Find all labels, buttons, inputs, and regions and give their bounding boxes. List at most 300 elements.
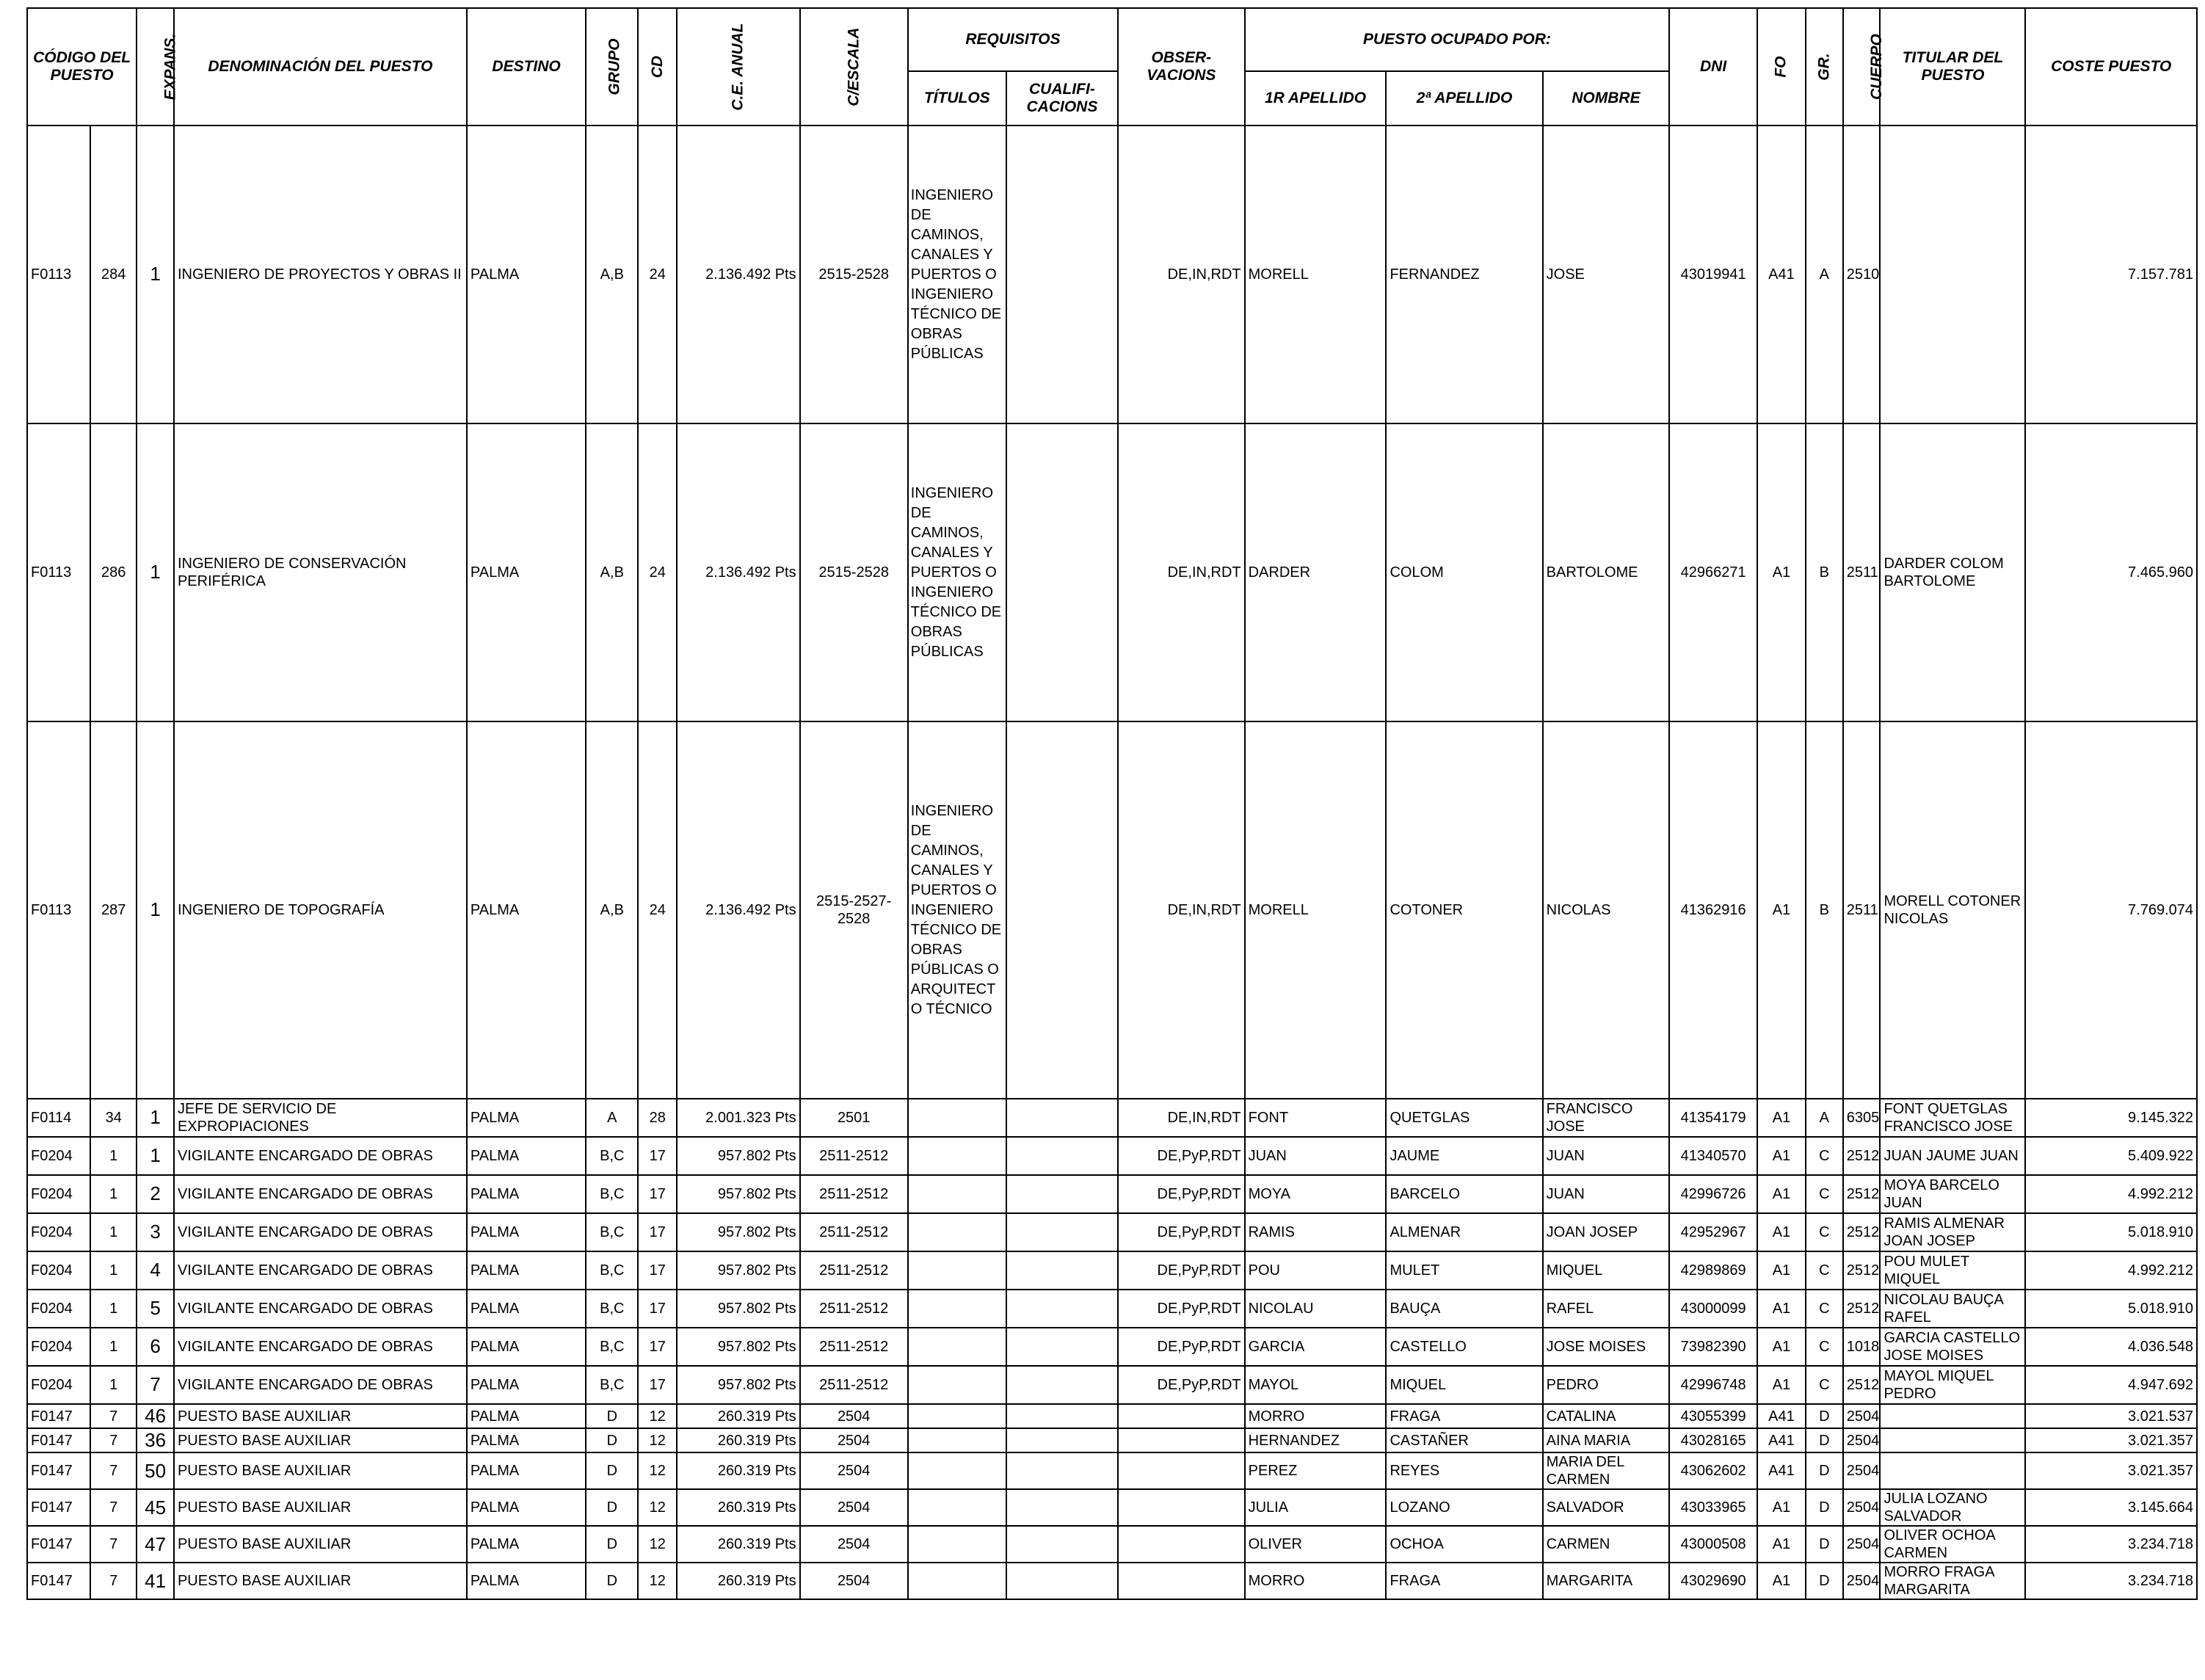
cell-apellido1: MAYOL <box>1245 1366 1387 1404</box>
cell-titular <box>1880 126 2025 423</box>
cell-escala: 2515-2528 <box>800 423 908 721</box>
header-nombre: NOMBRE <box>1543 71 1670 126</box>
cell-expans: 47 <box>137 1526 174 1563</box>
cell-apellido1: HERNANDEZ <box>1245 1428 1387 1452</box>
cell-grupo: A,B <box>586 126 638 423</box>
cell-fo: A1 <box>1757 1099 1806 1137</box>
cell-gr: C <box>1806 1366 1843 1404</box>
cell-observaciones: DE,IN,RDT <box>1118 126 1245 423</box>
cell-gr: C <box>1806 1175 1843 1213</box>
cell-destino: PALMA <box>467 1489 586 1526</box>
cell-expans: 5 <box>137 1290 174 1328</box>
cell-escala: 2511-2512 <box>800 1290 908 1328</box>
cell-cd: 17 <box>638 1328 677 1366</box>
cell-cd: 28 <box>638 1099 677 1137</box>
cell-cualificaciones <box>1006 126 1118 423</box>
cell-observaciones: DE,IN,RDT <box>1118 1099 1245 1137</box>
cell-cuerpo: 2504 <box>1843 1489 1881 1526</box>
cell-gr: C <box>1806 1251 1843 1290</box>
cell-expans: 50 <box>137 1452 174 1489</box>
table-row <box>27 1328 2197 1366</box>
cell-expans: 41 <box>137 1563 174 1599</box>
cell-denominacion: PUESTO BASE AUXILIAR <box>174 1489 467 1526</box>
table-row <box>27 1428 2197 1452</box>
cell-apellido2: OCHOA <box>1386 1526 1542 1563</box>
cell-ce-anual: 2.136.492 Pts <box>677 423 799 721</box>
cell-cuerpo: 2504 <box>1843 1428 1881 1452</box>
cell-escala: 2504 <box>800 1489 908 1526</box>
cell-apellido2: JAUME <box>1386 1137 1542 1175</box>
table-row <box>27 1137 2197 1175</box>
header-cualificaciones: CUALIFI- CACIONS <box>1006 71 1118 126</box>
cell-expans: 3 <box>137 1213 174 1251</box>
cell-apellido1: MORELL <box>1245 721 1387 1099</box>
cell-escala: 2511-2512 <box>800 1366 908 1404</box>
cell-dni: 41362916 <box>1669 721 1757 1099</box>
cell-denominacion: INGENIERO DE TOPOGRAFÍA <box>174 721 467 1099</box>
table-row <box>27 1452 2197 1489</box>
header-ce-anual: C.E. ANUAL <box>677 8 799 126</box>
cell-gr: D <box>1806 1489 1843 1526</box>
cell-gr: C <box>1806 1328 1843 1366</box>
cell-expans: 45 <box>137 1489 174 1526</box>
cell-cuerpo: 2512 <box>1843 1137 1881 1175</box>
cell-cd: 24 <box>638 721 677 1099</box>
cell-denominacion: PUESTO BASE AUXILIAR <box>174 1452 467 1489</box>
cell-coste: 3.145.664 <box>2025 1489 2197 1526</box>
cell-apellido1: RAMIS <box>1245 1213 1387 1251</box>
cell-numero: 7 <box>90 1428 137 1452</box>
cell-titulos: INGENIERO DE CAMINOS, CANALES Y PUERTOS O INGENIERO TÉCNICO DE OBRAS PÚBLICAS O ARQUITECTO TÉCNICO <box>908 721 1006 1099</box>
cell-grupo: B,C <box>586 1366 638 1404</box>
cell-numero: 1 <box>90 1251 137 1290</box>
cell-expans: 7 <box>137 1366 174 1404</box>
cell-coste: 4.992.212 <box>2025 1251 2197 1290</box>
cell-destino: PALMA <box>467 423 586 721</box>
cell-fo: A41 <box>1757 1428 1806 1452</box>
cell-fo: A1 <box>1757 1526 1806 1563</box>
cell-cualificaciones <box>1006 1404 1118 1428</box>
cell-denominacion: INGENIERO DE PROYECTOS Y OBRAS II <box>174 126 467 423</box>
cell-titular: MORRO FRAGA MARGARITA <box>1880 1563 2025 1599</box>
cell-nombre: SALVADOR <box>1543 1489 1670 1526</box>
positions-table <box>26 7 2198 1600</box>
cell-coste: 7.157.781 <box>2025 126 2197 423</box>
cell-dni: 42989869 <box>1669 1251 1757 1290</box>
cell-dni: 41340570 <box>1669 1137 1757 1175</box>
cell-destino: PALMA <box>467 1175 586 1213</box>
cell-dni: 43062602 <box>1669 1452 1757 1489</box>
cell-apellido1: NICOLAU <box>1245 1290 1387 1328</box>
cell-grupo: B,C <box>586 1175 638 1213</box>
header-observaciones: OBSER- VACIONS <box>1118 8 1245 126</box>
cell-grupo: D <box>586 1428 638 1452</box>
cell-cualificaciones <box>1006 1213 1118 1251</box>
cell-expans: 4 <box>137 1251 174 1290</box>
cell-grupo: D <box>586 1404 638 1428</box>
cell-cualificaciones <box>1006 1489 1118 1526</box>
cell-codigo: F0114 <box>27 1099 90 1137</box>
cell-observaciones <box>1118 1526 1245 1563</box>
cell-cuerpo: 6305 <box>1843 1099 1881 1137</box>
cell-expans: 1 <box>137 1137 174 1175</box>
cell-escala: 2501 <box>800 1099 908 1137</box>
cell-grupo: D <box>586 1563 638 1599</box>
cell-fo: A41 <box>1757 1452 1806 1489</box>
table-row <box>27 1404 2197 1428</box>
cell-numero: 7 <box>90 1452 137 1489</box>
cell-dni: 43029690 <box>1669 1563 1757 1599</box>
cell-dni: 43000508 <box>1669 1526 1757 1563</box>
cell-cd: 17 <box>638 1213 677 1251</box>
cell-codigo: F0113 <box>27 126 90 423</box>
header-gr: GR. <box>1806 8 1843 126</box>
cell-coste: 3.021.357 <box>2025 1428 2197 1452</box>
table-row <box>27 1175 2197 1213</box>
cell-apellido1: MORRO <box>1245 1563 1387 1599</box>
cell-escala: 2515-2527-2528 <box>800 721 908 1099</box>
cell-cuerpo: 2511 <box>1843 423 1881 721</box>
cell-coste: 3.021.537 <box>2025 1404 2197 1428</box>
cell-ce-anual: 2.136.492 Pts <box>677 721 799 1099</box>
cell-grupo: B,C <box>586 1137 638 1175</box>
cell-codigo: F0113 <box>27 423 90 721</box>
cell-cuerpo: 2512 <box>1843 1175 1881 1213</box>
cell-escala: 2504 <box>800 1452 908 1489</box>
cell-titular: MORELL COTONER NICOLAS <box>1880 721 2025 1099</box>
header-titular: TITULAR DEL PUESTO <box>1880 8 2025 126</box>
cell-gr: D <box>1806 1452 1843 1489</box>
cell-codigo: F0204 <box>27 1175 90 1213</box>
cell-observaciones <box>1118 1489 1245 1526</box>
cell-grupo: B,C <box>586 1251 638 1290</box>
cell-grupo: B,C <box>586 1328 638 1366</box>
cell-cuerpo: 2504 <box>1843 1563 1881 1599</box>
cell-ce-anual: 260.319 Pts <box>677 1563 799 1599</box>
cell-codigo: F0204 <box>27 1366 90 1404</box>
personnel-sheet <box>26 7 2198 1600</box>
cell-fo: A1 <box>1757 721 1806 1099</box>
cell-cuerpo: 2512 <box>1843 1366 1881 1404</box>
cell-numero: 34 <box>90 1099 137 1137</box>
cell-titular: FONT QUETGLAS FRANCISCO JOSE <box>1880 1099 2025 1137</box>
cell-titular: MOYA BARCELO JUAN <box>1880 1175 2025 1213</box>
cell-titulos: INGENIERO DE CAMINOS, CANALES Y PUERTOS O INGENIERO TÉCNICO DE OBRAS PÚBLICAS <box>908 126 1006 423</box>
cell-numero: 1 <box>90 1290 137 1328</box>
cell-fo: A1 <box>1757 1366 1806 1404</box>
cell-numero: 1 <box>90 1213 137 1251</box>
cell-observaciones: DE,IN,RDT <box>1118 721 1245 1099</box>
cell-cuerpo: 2512 <box>1843 1290 1881 1328</box>
cell-destino: PALMA <box>467 1137 586 1175</box>
cell-denominacion: VIGILANTE ENCARGADO DE OBRAS <box>174 1290 467 1328</box>
cell-nombre: MARIA DEL CARMEN <box>1543 1452 1670 1489</box>
table-row <box>27 1251 2197 1290</box>
cell-codigo: F0204 <box>27 1251 90 1290</box>
table-row <box>27 1099 2197 1137</box>
cell-apellido2: FRAGA <box>1386 1563 1542 1599</box>
cell-apellido1: MORELL <box>1245 126 1387 423</box>
cell-dni: 42996748 <box>1669 1366 1757 1404</box>
cell-nombre: MIQUEL <box>1543 1251 1670 1290</box>
cell-titular: NICOLAU BAUÇA RAFEL <box>1880 1290 2025 1328</box>
cell-coste: 7.769.074 <box>2025 721 2197 1099</box>
header-titulos: TÍTULOS <box>908 71 1006 126</box>
cell-destino: PALMA <box>467 721 586 1099</box>
cell-apellido1: MOYA <box>1245 1175 1387 1213</box>
cell-nombre: JUAN <box>1543 1137 1670 1175</box>
cell-numero: 1 <box>90 1366 137 1404</box>
cell-cuerpo: 2512 <box>1843 1251 1881 1290</box>
cell-cd: 24 <box>638 126 677 423</box>
table-header <box>27 8 2197 126</box>
cell-gr: D <box>1806 1526 1843 1563</box>
cell-ce-anual: 260.319 Pts <box>677 1489 799 1526</box>
cell-escala: 2511-2512 <box>800 1251 908 1290</box>
cell-cuerpo: 2512 <box>1843 1213 1881 1251</box>
cell-titulos <box>908 1328 1006 1366</box>
cell-cd: 12 <box>638 1428 677 1452</box>
cell-cuerpo: 2504 <box>1843 1526 1881 1563</box>
cell-nombre: MARGARITA <box>1543 1563 1670 1599</box>
cell-ce-anual: 2.001.323 Pts <box>677 1099 799 1137</box>
cell-cualificaciones <box>1006 721 1118 1099</box>
cell-denominacion: PUESTO BASE AUXILIAR <box>174 1428 467 1452</box>
cell-titulos <box>908 1489 1006 1526</box>
header-dni: DNI <box>1669 8 1757 126</box>
cell-gr: B <box>1806 721 1843 1099</box>
cell-codigo: F0147 <box>27 1489 90 1526</box>
cell-nombre: FRANCISCO JOSE <box>1543 1099 1670 1137</box>
cell-gr: D <box>1806 1428 1843 1452</box>
cell-cd: 17 <box>638 1290 677 1328</box>
cell-grupo: A,B <box>586 721 638 1099</box>
cell-codigo: F0147 <box>27 1563 90 1599</box>
cell-apellido2: QUETGLAS <box>1386 1099 1542 1137</box>
cell-destino: PALMA <box>467 1563 586 1599</box>
cell-gr: B <box>1806 423 1843 721</box>
cell-apellido2: FRAGA <box>1386 1404 1542 1428</box>
cell-fo: A1 <box>1757 1213 1806 1251</box>
cell-apellido1: DARDER <box>1245 423 1387 721</box>
cell-fo: A1 <box>1757 1328 1806 1366</box>
cell-observaciones: DE,PyP,RDT <box>1118 1328 1245 1366</box>
header-apellido2: 2ª APELLIDO <box>1386 71 1542 126</box>
cell-titulos <box>908 1404 1006 1428</box>
cell-observaciones: DE,PyP,RDT <box>1118 1137 1245 1175</box>
cell-cd: 12 <box>638 1404 677 1428</box>
cell-cualificaciones <box>1006 1137 1118 1175</box>
cell-escala: 2504 <box>800 1563 908 1599</box>
cell-ce-anual: 260.319 Pts <box>677 1428 799 1452</box>
cell-gr: A <box>1806 1099 1843 1137</box>
cell-denominacion: PUESTO BASE AUXILIAR <box>174 1563 467 1599</box>
cell-apellido1: PEREZ <box>1245 1452 1387 1489</box>
cell-titulos <box>908 1099 1006 1137</box>
cell-titulos <box>908 1290 1006 1328</box>
cell-denominacion: VIGILANTE ENCARGADO DE OBRAS <box>174 1251 467 1290</box>
cell-numero: 7 <box>90 1563 137 1599</box>
cell-nombre: JOAN JOSEP <box>1543 1213 1670 1251</box>
cell-codigo: F0204 <box>27 1290 90 1328</box>
cell-cualificaciones <box>1006 1452 1118 1489</box>
cell-dni: 43000099 <box>1669 1290 1757 1328</box>
cell-dni: 43028165 <box>1669 1428 1757 1452</box>
cell-grupo: D <box>586 1489 638 1526</box>
header-denominacion: DENOMINACIÓN DEL PUESTO <box>174 8 467 126</box>
cell-observaciones: DE,PyP,RDT <box>1118 1175 1245 1213</box>
cell-coste: 4.036.548 <box>2025 1328 2197 1366</box>
cell-destino: PALMA <box>467 1328 586 1366</box>
cell-cualificaciones <box>1006 1251 1118 1290</box>
cell-observaciones <box>1118 1452 1245 1489</box>
cell-nombre: NICOLAS <box>1543 721 1670 1099</box>
cell-destino: PALMA <box>467 1526 586 1563</box>
cell-titular <box>1880 1428 2025 1452</box>
cell-titular <box>1880 1452 2025 1489</box>
cell-destino: PALMA <box>467 126 586 423</box>
table-row <box>27 1366 2197 1404</box>
cell-apellido2: MIQUEL <box>1386 1366 1542 1404</box>
cell-observaciones: DE,PyP,RDT <box>1118 1290 1245 1328</box>
cell-expans: 36 <box>137 1428 174 1452</box>
header-puesto-ocupado: PUESTO OCUPADO POR: <box>1245 8 1670 71</box>
cell-apellido2: COLOM <box>1386 423 1542 721</box>
table-body <box>27 126 2197 1599</box>
cell-coste: 3.021.357 <box>2025 1452 2197 1489</box>
cell-apellido2: FERNANDEZ <box>1386 126 1542 423</box>
header-destino: DESTINO <box>467 8 586 126</box>
cell-destino: PALMA <box>467 1404 586 1428</box>
cell-denominacion: VIGILANTE ENCARGADO DE OBRAS <box>174 1328 467 1366</box>
cell-coste: 5.409.922 <box>2025 1137 2197 1175</box>
cell-codigo: F0204 <box>27 1137 90 1175</box>
cell-gr: A <box>1806 126 1843 423</box>
table-row <box>27 1563 2197 1599</box>
cell-denominacion: INGENIERO DE CONSERVACIÓN PERIFÉRICA <box>174 423 467 721</box>
cell-coste: 4.992.212 <box>2025 1175 2197 1213</box>
cell-codigo: F0147 <box>27 1452 90 1489</box>
table-row <box>27 1489 2197 1526</box>
cell-apellido2: BAUÇA <box>1386 1290 1542 1328</box>
cell-destino: PALMA <box>467 1366 586 1404</box>
cell-titulos <box>908 1213 1006 1251</box>
cell-ce-anual: 260.319 Pts <box>677 1404 799 1428</box>
cell-titular: POU MULET MIQUEL <box>1880 1251 2025 1290</box>
cell-fo: A41 <box>1757 126 1806 423</box>
cell-codigo: F0147 <box>27 1428 90 1452</box>
cell-ce-anual: 957.802 Pts <box>677 1328 799 1366</box>
cell-titulos <box>908 1526 1006 1563</box>
cell-dni: 43055399 <box>1669 1404 1757 1428</box>
cell-cd: 12 <box>638 1563 677 1599</box>
cell-titulos <box>908 1137 1006 1175</box>
cell-apellido1: GARCIA <box>1245 1328 1387 1366</box>
header-requisitos: REQUISITOS <box>908 8 1118 71</box>
cell-escala: 2511-2512 <box>800 1328 908 1366</box>
cell-codigo: F0204 <box>27 1328 90 1366</box>
cell-fo: A1 <box>1757 1489 1806 1526</box>
cell-cualificaciones <box>1006 423 1118 721</box>
table-row <box>27 423 2197 721</box>
cell-fo: A41 <box>1757 1404 1806 1428</box>
cell-gr: D <box>1806 1404 1843 1428</box>
cell-destino: PALMA <box>467 1251 586 1290</box>
cell-codigo: F0147 <box>27 1404 90 1428</box>
cell-numero: 7 <box>90 1404 137 1428</box>
cell-grupo: B,C <box>586 1213 638 1251</box>
cell-grupo: A,B <box>586 423 638 721</box>
cell-codigo: F0113 <box>27 721 90 1099</box>
cell-apellido2: REYES <box>1386 1452 1542 1489</box>
cell-apellido2: BARCELO <box>1386 1175 1542 1213</box>
cell-cd: 12 <box>638 1489 677 1526</box>
cell-expans: 1 <box>137 423 174 721</box>
cell-cd: 12 <box>638 1452 677 1489</box>
cell-nombre: JOSE MOISES <box>1543 1328 1670 1366</box>
cell-fo: A1 <box>1757 1175 1806 1213</box>
header-codigo: CÓDIGO DEL PUESTO <box>27 8 137 126</box>
cell-denominacion: VIGILANTE ENCARGADO DE OBRAS <box>174 1137 467 1175</box>
cell-nombre: AINA MARIA <box>1543 1428 1670 1452</box>
cell-nombre: JOSE <box>1543 126 1670 423</box>
cell-expans: 1 <box>137 721 174 1099</box>
cell-numero: 1 <box>90 1137 137 1175</box>
cell-escala: 2511-2512 <box>800 1137 908 1175</box>
cell-destino: PALMA <box>467 1428 586 1452</box>
cell-grupo: D <box>586 1526 638 1563</box>
cell-cualificaciones <box>1006 1175 1118 1213</box>
cell-apellido1: JULIA <box>1245 1489 1387 1526</box>
cell-titulos <box>908 1251 1006 1290</box>
header-cuerpo: CUERPO <box>1843 8 1881 126</box>
cell-denominacion: VIGILANTE ENCARGADO DE OBRAS <box>174 1175 467 1213</box>
cell-fo: A1 <box>1757 1137 1806 1175</box>
cell-destino: PALMA <box>467 1452 586 1489</box>
cell-ce-anual: 957.802 Pts <box>677 1290 799 1328</box>
cell-codigo: F0204 <box>27 1213 90 1251</box>
cell-coste: 9.145.322 <box>2025 1099 2197 1137</box>
cell-denominacion: PUESTO BASE AUXILIAR <box>174 1404 467 1428</box>
cell-titular: GARCIA CASTELLO JOSE MOISES <box>1880 1328 2025 1366</box>
cell-titular: JULIA LOZANO SALVADOR <box>1880 1489 2025 1526</box>
cell-codigo: F0147 <box>27 1526 90 1563</box>
cell-titulos <box>908 1428 1006 1452</box>
table-row <box>27 126 2197 423</box>
cell-apellido1: POU <box>1245 1251 1387 1290</box>
cell-expans: 1 <box>137 126 174 423</box>
cell-numero: 7 <box>90 1489 137 1526</box>
cell-fo: A1 <box>1757 1563 1806 1599</box>
cell-titulos <box>908 1563 1006 1599</box>
header-expans: EXPANS. <box>137 8 174 126</box>
cell-cualificaciones <box>1006 1290 1118 1328</box>
cell-escala: 2511-2512 <box>800 1175 908 1213</box>
cell-ce-anual: 260.319 Pts <box>677 1526 799 1563</box>
cell-dni: 43033965 <box>1669 1489 1757 1526</box>
cell-titulos <box>908 1452 1006 1489</box>
cell-numero: 7 <box>90 1526 137 1563</box>
cell-escala: 2511-2512 <box>800 1213 908 1251</box>
cell-ce-anual: 260.319 Pts <box>677 1452 799 1489</box>
cell-apellido2: CASTAÑER <box>1386 1428 1542 1452</box>
cell-cd: 24 <box>638 423 677 721</box>
cell-coste: 3.234.718 <box>2025 1563 2197 1599</box>
cell-titular: JUAN JAUME JUAN <box>1880 1137 2025 1175</box>
cell-titular: DARDER COLOM BARTOLOME <box>1880 423 2025 721</box>
cell-observaciones <box>1118 1404 1245 1428</box>
cell-apellido2: MULET <box>1386 1251 1542 1290</box>
